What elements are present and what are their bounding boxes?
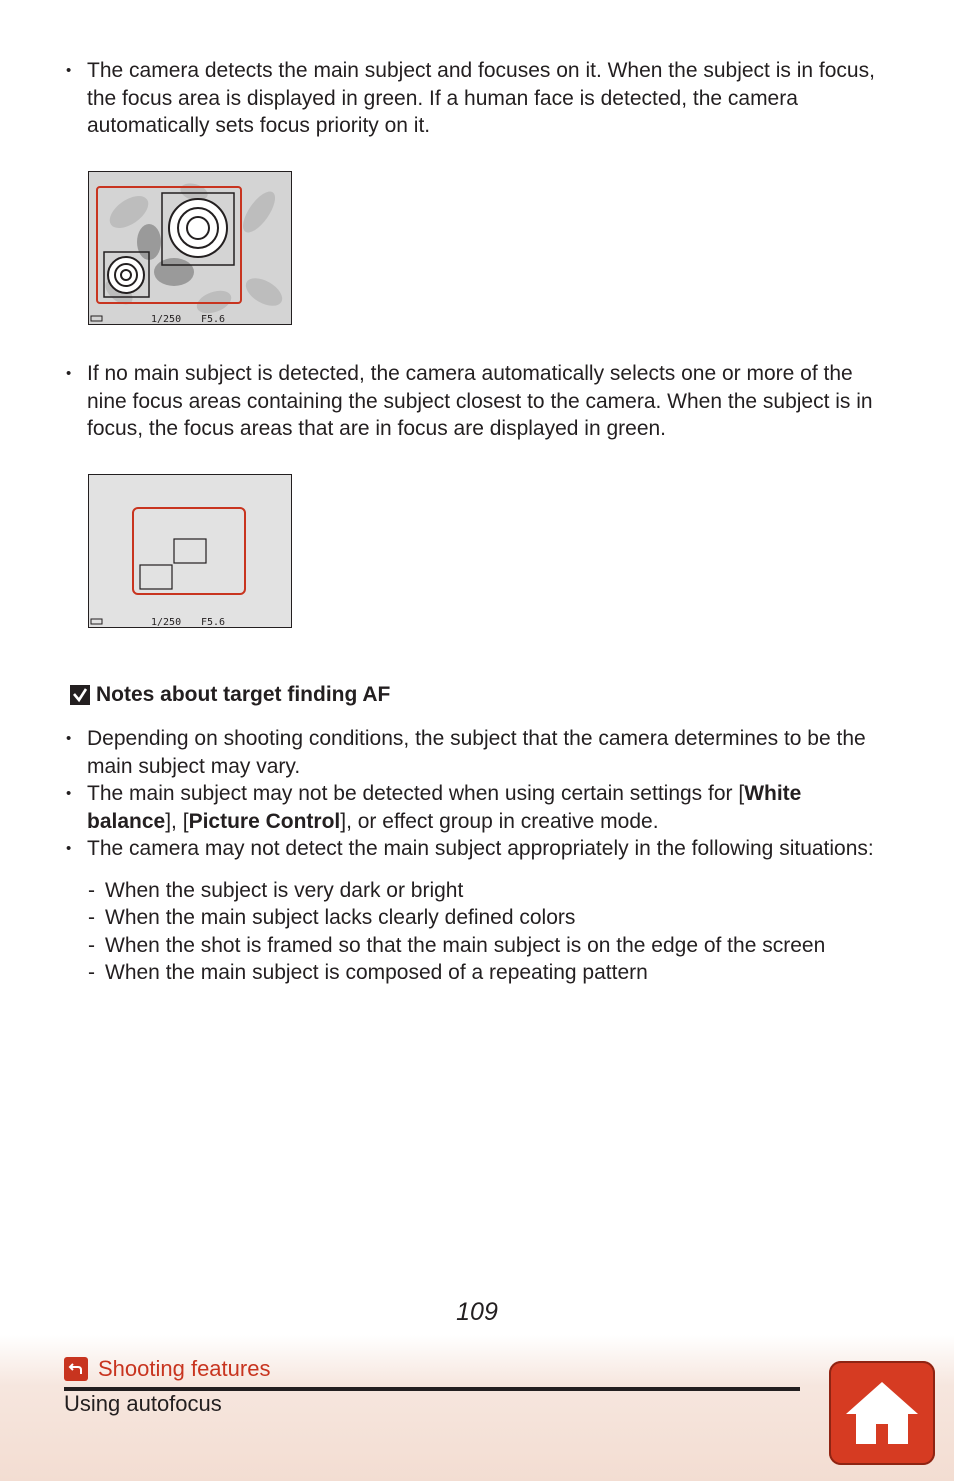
note-item: • The camera may not detect the main subject appropriately in the following situations:	[64, 835, 894, 863]
notes-heading-text: Notes about target finding AF	[96, 683, 391, 706]
notes-list	[64, 725, 894, 987]
camera-screen-illustration	[89, 172, 291, 324]
back-to-section-link[interactable]	[64, 1356, 270, 1382]
back-link-label: Shooting features	[98, 1356, 271, 1381]
situation-item: - When the main subject lacks clearly defined colors	[64, 904, 894, 932]
notes-heading	[70, 683, 390, 707]
home-button[interactable]	[829, 1361, 935, 1465]
shutter-readout: 1/250	[151, 617, 182, 627]
checkmark-icon	[70, 685, 90, 705]
no-subject-bullets	[64, 360, 894, 443]
note-item: • The main subject may not be detected when using certain settings for [White balance], [Picture Control], or effect group in creative mode.	[64, 780, 894, 835]
situation-item: - When the subject is very dark or bright	[64, 877, 894, 905]
figure-nine-areas	[88, 474, 292, 628]
note-item: • Depending on shooting conditions, the subject that the camera determines to be the main subject may vary.	[64, 725, 894, 780]
bullet-item: • The camera detects the main subject and focuses on it. When the subject is in focus, the focus area is displayed in green. If a human face is detected, the camera automatically sets focus priority on it.	[64, 57, 894, 140]
intro-bullets	[64, 57, 894, 140]
aperture-readout: F5.6	[201, 617, 226, 627]
situation-item: - When the main subject is composed of a repeating pattern	[64, 959, 894, 987]
home-icon	[842, 1378, 922, 1448]
bullet-item: • If no main subject is detected, the camera automatically selects one or more of the nine focus areas containing the subject closest to the camera. When the subject is in focus, the focus areas that are in focus are displayed in green.	[64, 360, 894, 443]
shutter-readout: 1/250	[151, 314, 182, 324]
page-number: 109	[456, 1298, 498, 1326]
figure-face-detection	[88, 171, 292, 325]
aperture-readout: F5.6	[201, 314, 226, 324]
back-arrow-icon	[64, 1357, 88, 1381]
camera-screen-illustration	[89, 475, 291, 627]
situation-item: - When the shot is framed so that the main subject is on the edge of the screen	[64, 932, 894, 960]
current-section: Using autofocus	[64, 1391, 222, 1416]
